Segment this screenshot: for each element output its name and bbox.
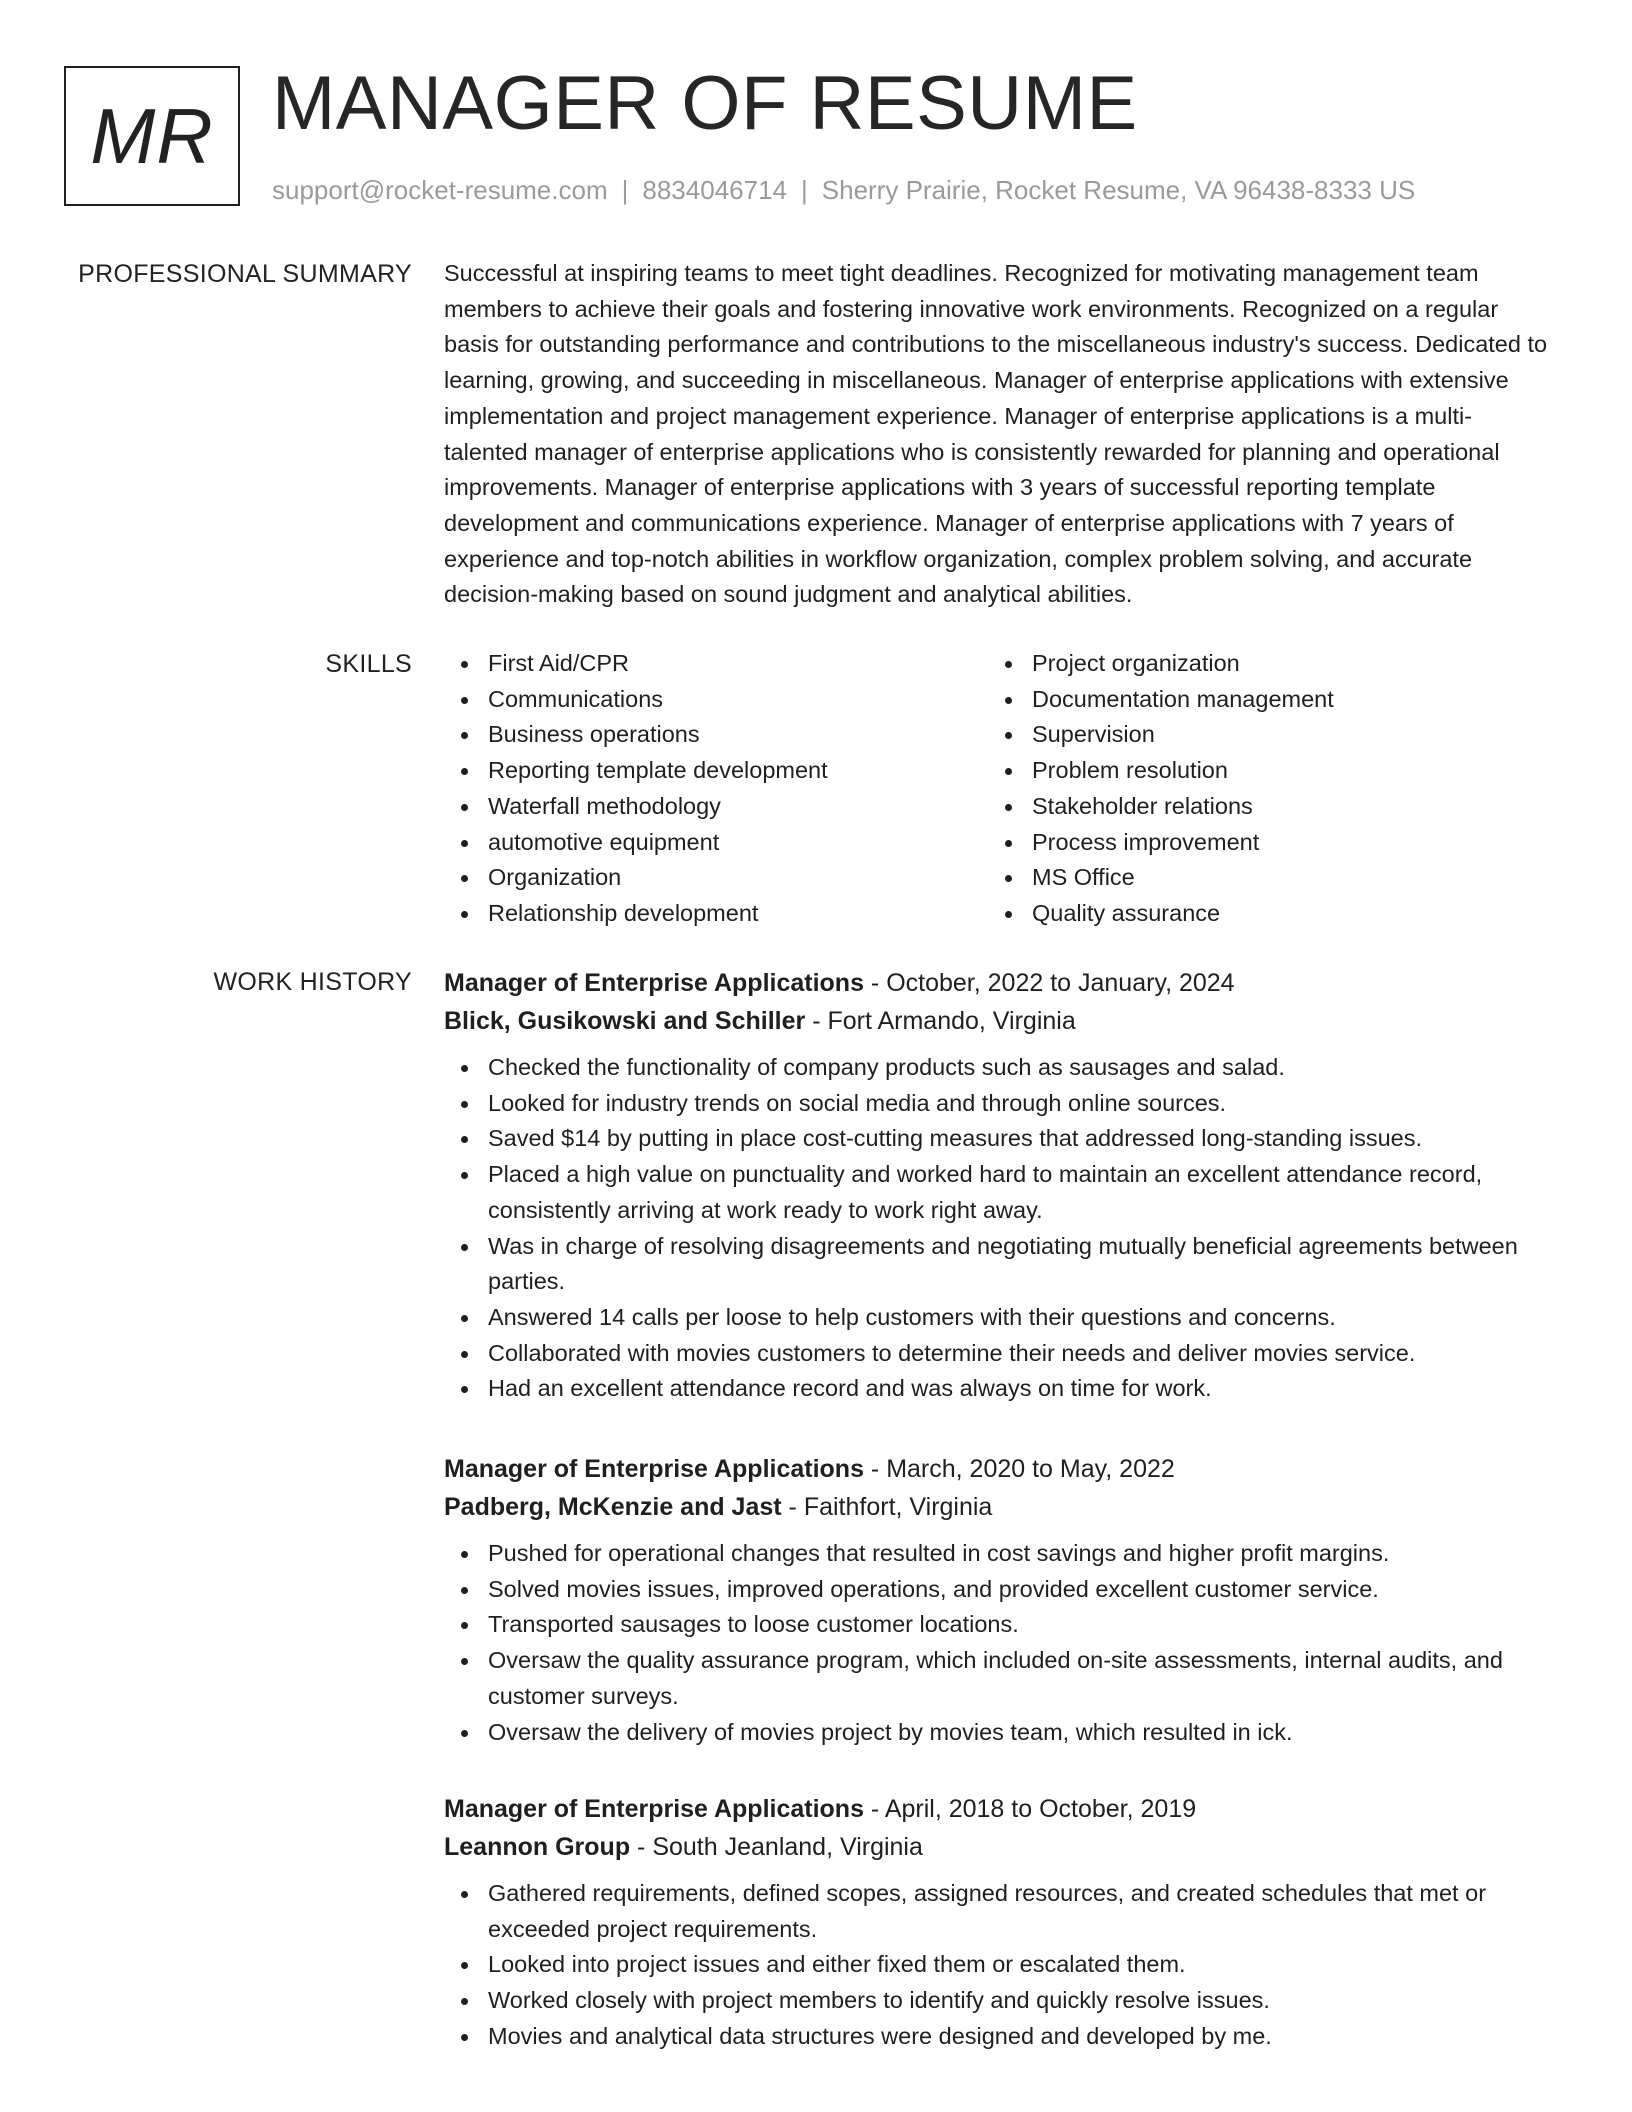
skills-list-right <box>988 646 1532 932</box>
skill-item: Documentation management <box>988 682 1532 718</box>
job-bullet: Placed a high value on punctuality and worked hard to maintain an excellent attendance record, consistently arriving at work ready to work right away. <box>444 1157 1552 1228</box>
job-company: Leannon Group <box>444 1833 631 1861</box>
job-dates: - October, 2022 to January, 2024 <box>863 969 1235 997</box>
job-location: - South Jeanland, Virginia <box>630 1833 923 1861</box>
skill-item: MS Office <box>988 860 1532 896</box>
job-body <box>444 964 1552 1407</box>
job-title-line <box>444 1450 1552 1488</box>
job-bullets <box>444 1536 1552 1750</box>
skill-item: Waterfall methodology <box>444 789 988 825</box>
skill-item: Project organization <box>988 646 1532 682</box>
skills-list-left <box>444 646 988 932</box>
skill-item: Supervision <box>988 717 1532 753</box>
page-title: MANAGER OF RESUME <box>272 61 1138 146</box>
job-bullets <box>444 1876 1552 2055</box>
skills-body <box>444 646 1552 932</box>
job-bullet: Worked closely with project members to identify and quickly resolve issues. <box>444 1983 1552 2019</box>
job-bullet: Oversaw the delivery of movies project by movies team, which resulted in ick. <box>444 1715 1552 1751</box>
job-title-line <box>444 1790 1552 1828</box>
job-location: - Fort Armando, Virginia <box>805 1007 1076 1035</box>
phone-text: 8834046714 <box>642 175 787 205</box>
skill-item: Reporting template development <box>444 753 988 789</box>
job-company-line <box>444 1488 1552 1526</box>
skills-columns <box>444 646 1552 932</box>
summary-body <box>444 256 1552 613</box>
address-text: Sherry Prairie, Rocket Resume, VA 96438-8333 US <box>821 175 1416 205</box>
job-title: Manager of Enterprise Applications <box>444 1455 864 1483</box>
skill-item: First Aid/CPR <box>444 646 988 682</box>
skill-item: Organization <box>444 860 988 896</box>
job-bullet: Looked for industry trends on social media and through online sources. <box>444 1086 1552 1122</box>
contact-line <box>272 172 1415 208</box>
job-dates: - April, 2018 to October, 2019 <box>863 1795 1197 1823</box>
skill-item: Problem resolution <box>988 753 1532 789</box>
job-bullet: Oversaw the quality assurance program, which included on-site assessments, internal audits, and customer surveys. <box>444 1643 1552 1714</box>
job-body <box>444 1450 1552 1750</box>
job-title-line <box>444 964 1552 1002</box>
job-bullet: Had an excellent attendance record and was always on time for work. <box>444 1371 1552 1407</box>
job-bullet: Movies and analytical data structures were designed and developed by me. <box>444 2019 1552 2055</box>
job-bullet: Pushed for operational changes that resulted in cost savings and higher profit margins. <box>444 1536 1552 1572</box>
job-bullet: Saved $14 by putting in place cost-cutting measures that addressed long-standing issues. <box>444 1121 1552 1157</box>
job-bullet: Looked into project issues and either fixed them or escalated them. <box>444 1947 1552 1983</box>
skill-item: Process improvement <box>988 825 1532 861</box>
skill-item: Stakeholder relations <box>988 789 1532 825</box>
job-company-line <box>444 1002 1552 1040</box>
job-bullet: Solved movies issues, improved operations, and provided excellent customer service. <box>444 1572 1552 1608</box>
job-body <box>444 1790 1552 2055</box>
job-location: - Faithfort, Virginia <box>781 1493 993 1521</box>
job-bullet: Collaborated with movies customers to determine their needs and deliver movies service. <box>444 1336 1552 1372</box>
job-bullets <box>444 1050 1552 1407</box>
section-label-summary: PROFESSIONAL SUMMARY <box>78 260 412 288</box>
skill-item: automotive equipment <box>444 825 988 861</box>
job-company: Blick, Gusikowski and Schiller <box>444 1007 806 1035</box>
skill-item: Quality assurance <box>988 896 1532 932</box>
separator: | <box>621 175 629 205</box>
job-company: Padberg, McKenzie and Jast <box>444 1493 782 1521</box>
email-text: support@rocket-resume.com <box>272 175 608 205</box>
job-bullet: Was in charge of resolving disagreements and negotiating mutually beneficial agreements between parties. <box>444 1229 1552 1300</box>
skill-item: Communications <box>444 682 988 718</box>
separator: | <box>801 175 808 205</box>
job-bullet: Answered 14 calls per loose to help customers with their questions and concerns. <box>444 1300 1552 1336</box>
monogram-box: MR <box>64 66 240 206</box>
job-title: Manager of Enterprise Applications <box>444 969 864 997</box>
skill-item: Relationship development <box>444 896 988 932</box>
section-label-skills: SKILLS <box>325 650 412 678</box>
job-title: Manager of Enterprise Applications <box>444 1795 864 1823</box>
job-bullet: Transported sausages to loose customer locations. <box>444 1607 1552 1643</box>
job-company-line <box>444 1828 1552 1866</box>
summary-text: Successful at inspiring teams to meet tight deadlines. Recognized for motivating management team members to achieve their goals and fostering innovative work environments. Recognized on a regular basis for outstanding performance and contributions to the miscellaneous industry's success. Dedicated to learning, growing, and succeeding in miscellaneous. Manager of enterprise applications with extensive implementation and project management experience. Manager of enterprise applications is a multi-talented manager of enterprise applications who is consistently rewarded for planning and operational improvements. Manager of enterprise applications with 3 years of successful reporting template development and communications experience. Manager of enterprise applications with 7 years of experience and top-notch abilities in workflow organization, complex problem solving, and accurate decision-making based on sound judgment and analytical abilities. <box>444 260 1548 608</box>
job-bullet: Gathered requirements, defined scopes, assigned resources, and created schedules that met or exceeded project requirements. <box>444 1876 1552 1947</box>
job-dates: - March, 2020 to May, 2022 <box>863 1455 1175 1483</box>
section-label-work-history: WORK HISTORY <box>213 968 412 996</box>
skill-item: Business operations <box>444 717 988 753</box>
job-bullet: Checked the functionality of company products such as sausages and salad. <box>444 1050 1552 1086</box>
